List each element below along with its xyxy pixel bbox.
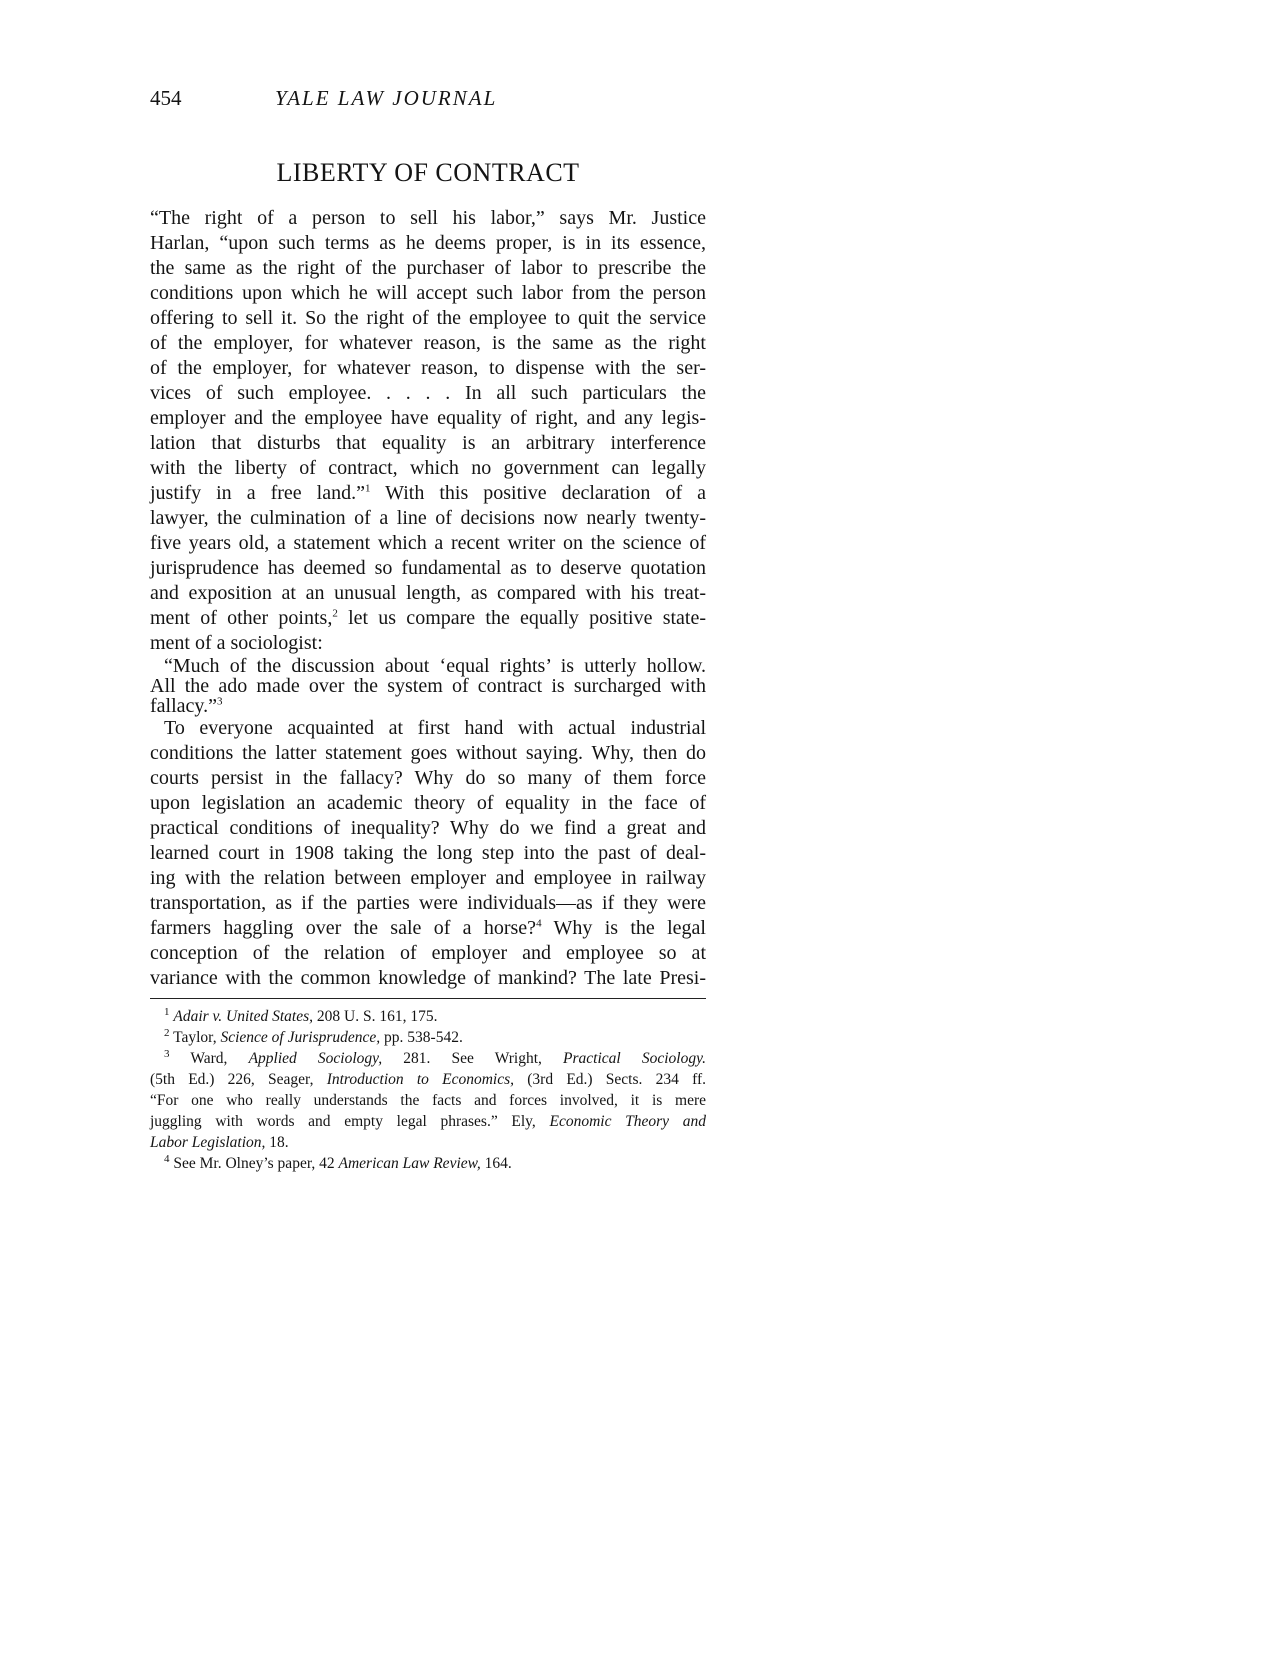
body-line: transportation, as if the parties were individuals—as if they were <box>150 892 706 914</box>
footnote-ref-1[interactable]: 1 <box>364 482 371 495</box>
article-body <box>150 206 706 991</box>
body-line: upon legislation an academic theory of equality in the face of <box>150 792 706 814</box>
body-line: justify in a free land.”$^1$ With this positive declaration of a <box>150 482 706 504</box>
body-line: of the employer, for whatever reason, is the same as the right <box>150 332 706 354</box>
body-line: and exposition at an unusual length, as compared with his treat- <box>150 582 706 604</box>
body-line: lation that disturbs that equality is an arbitrary interference <box>150 432 706 454</box>
quote-line: “Much of the discussion about ‘equal rights’ is utterly hollow. <box>164 655 706 677</box>
body-line: the same as the right of the purchaser of labor to prescribe the <box>150 257 706 279</box>
body-line: Harlan, “upon such terms as he deems proper, is in its essence, <box>150 232 706 254</box>
body-line: learned court in 1908 taking the long step into the past of deal- <box>150 842 706 864</box>
running-head: YALE LAW JOURNAL <box>275 86 498 110</box>
article-title: LIBERTY OF CONTRACT <box>276 158 580 187</box>
footnote-ref-2[interactable]: 2 <box>332 607 338 620</box>
body-line: vices of such employee. . . . . In all such particulars the <box>150 382 706 404</box>
body-line: of the employer, for whatever reason, to dispense with the ser- <box>150 357 706 379</box>
footnote-4: $^4$ See Mr. Olney’s paper, 42 American Law Review, 164. <box>164 1152 512 1172</box>
footnote-ref-3[interactable]: 3 <box>216 695 223 708</box>
body-line: courts persist in the fallacy? Why do so many of them force <box>150 767 706 789</box>
footnote-3-cont: “For one who really understands the facts and forces involved, it is mere <box>150 1092 706 1109</box>
footnote-3-cont: (5th Ed.) 226, Seager, Introduction to Economics, (3rd Ed.) Sects. 234 ff. <box>150 1071 707 1088</box>
body-line: lawyer, the culmination of a line of decisions now nearly twenty- <box>150 507 706 529</box>
footnote-divider <box>150 998 706 999</box>
quote-line: fallacy.”$^3$ <box>150 695 223 717</box>
body-line: jurisprudence has deemed so fundamental as to deserve quotation <box>150 557 706 579</box>
body-line: conditions upon which he will accept such labor from the person <box>150 282 706 304</box>
page-header <box>150 86 710 116</box>
footnote-3-cont: juggling with words and empty legal phrases.” Ely, Economic Theory and <box>150 1113 706 1130</box>
footnote-2: $^2$ Taylor, Science of Jurisprudence, pp. 538-542. <box>164 1026 463 1046</box>
body-line: conception of the relation of employer and employee so at <box>150 942 706 964</box>
body-line: ing with the relation between employer and employee in railway <box>150 867 706 889</box>
quote-line: All the ado made over the system of contract is surcharged with <box>150 675 706 697</box>
body-line: with the liberty of contract, which no government can legally <box>150 457 706 479</box>
footnote-3: $^3$ Ward, Applied Sociology, 281. See Wright, Practical Sociology. <box>164 1047 706 1067</box>
body-line: offering to sell it. So the right of the employee to quit the service <box>150 307 706 329</box>
footnote-3-cont: Labor Legislation, 18. <box>150 1134 289 1151</box>
body-line: practical conditions of inequality? Why do we find a great and <box>150 817 706 839</box>
body-line: variance with the common knowledge of mankind? The late Presi- <box>150 967 706 989</box>
footnote-1: $^1$ Adair v. United States, 208 U. S. 161, 175. <box>164 1005 438 1025</box>
page-number: 454 <box>150 86 182 110</box>
footnote-ref-4[interactable]: 4 <box>536 917 542 930</box>
footnotes <box>150 1006 706 1174</box>
body-line: farmers haggling over the sale of a horse?$^4$ Why is the legal <box>150 917 706 939</box>
body-line: ment of other points,$^2$ let us compare the equally positive state- <box>150 607 707 629</box>
body-line: conditions the latter statement goes without saying. Why, then do <box>150 742 706 764</box>
body-line: To everyone acquainted at first hand with actual industrial <box>164 717 706 739</box>
body-line: employer and the employee have equality of right, and any legis- <box>150 407 706 429</box>
body-line: “The right of a person to sell his labor,” says Mr. Justice <box>150 207 706 229</box>
body-line: five years old, a statement which a recent writer on the science of <box>150 532 706 554</box>
body-line: ment of a sociologist: <box>150 632 323 654</box>
